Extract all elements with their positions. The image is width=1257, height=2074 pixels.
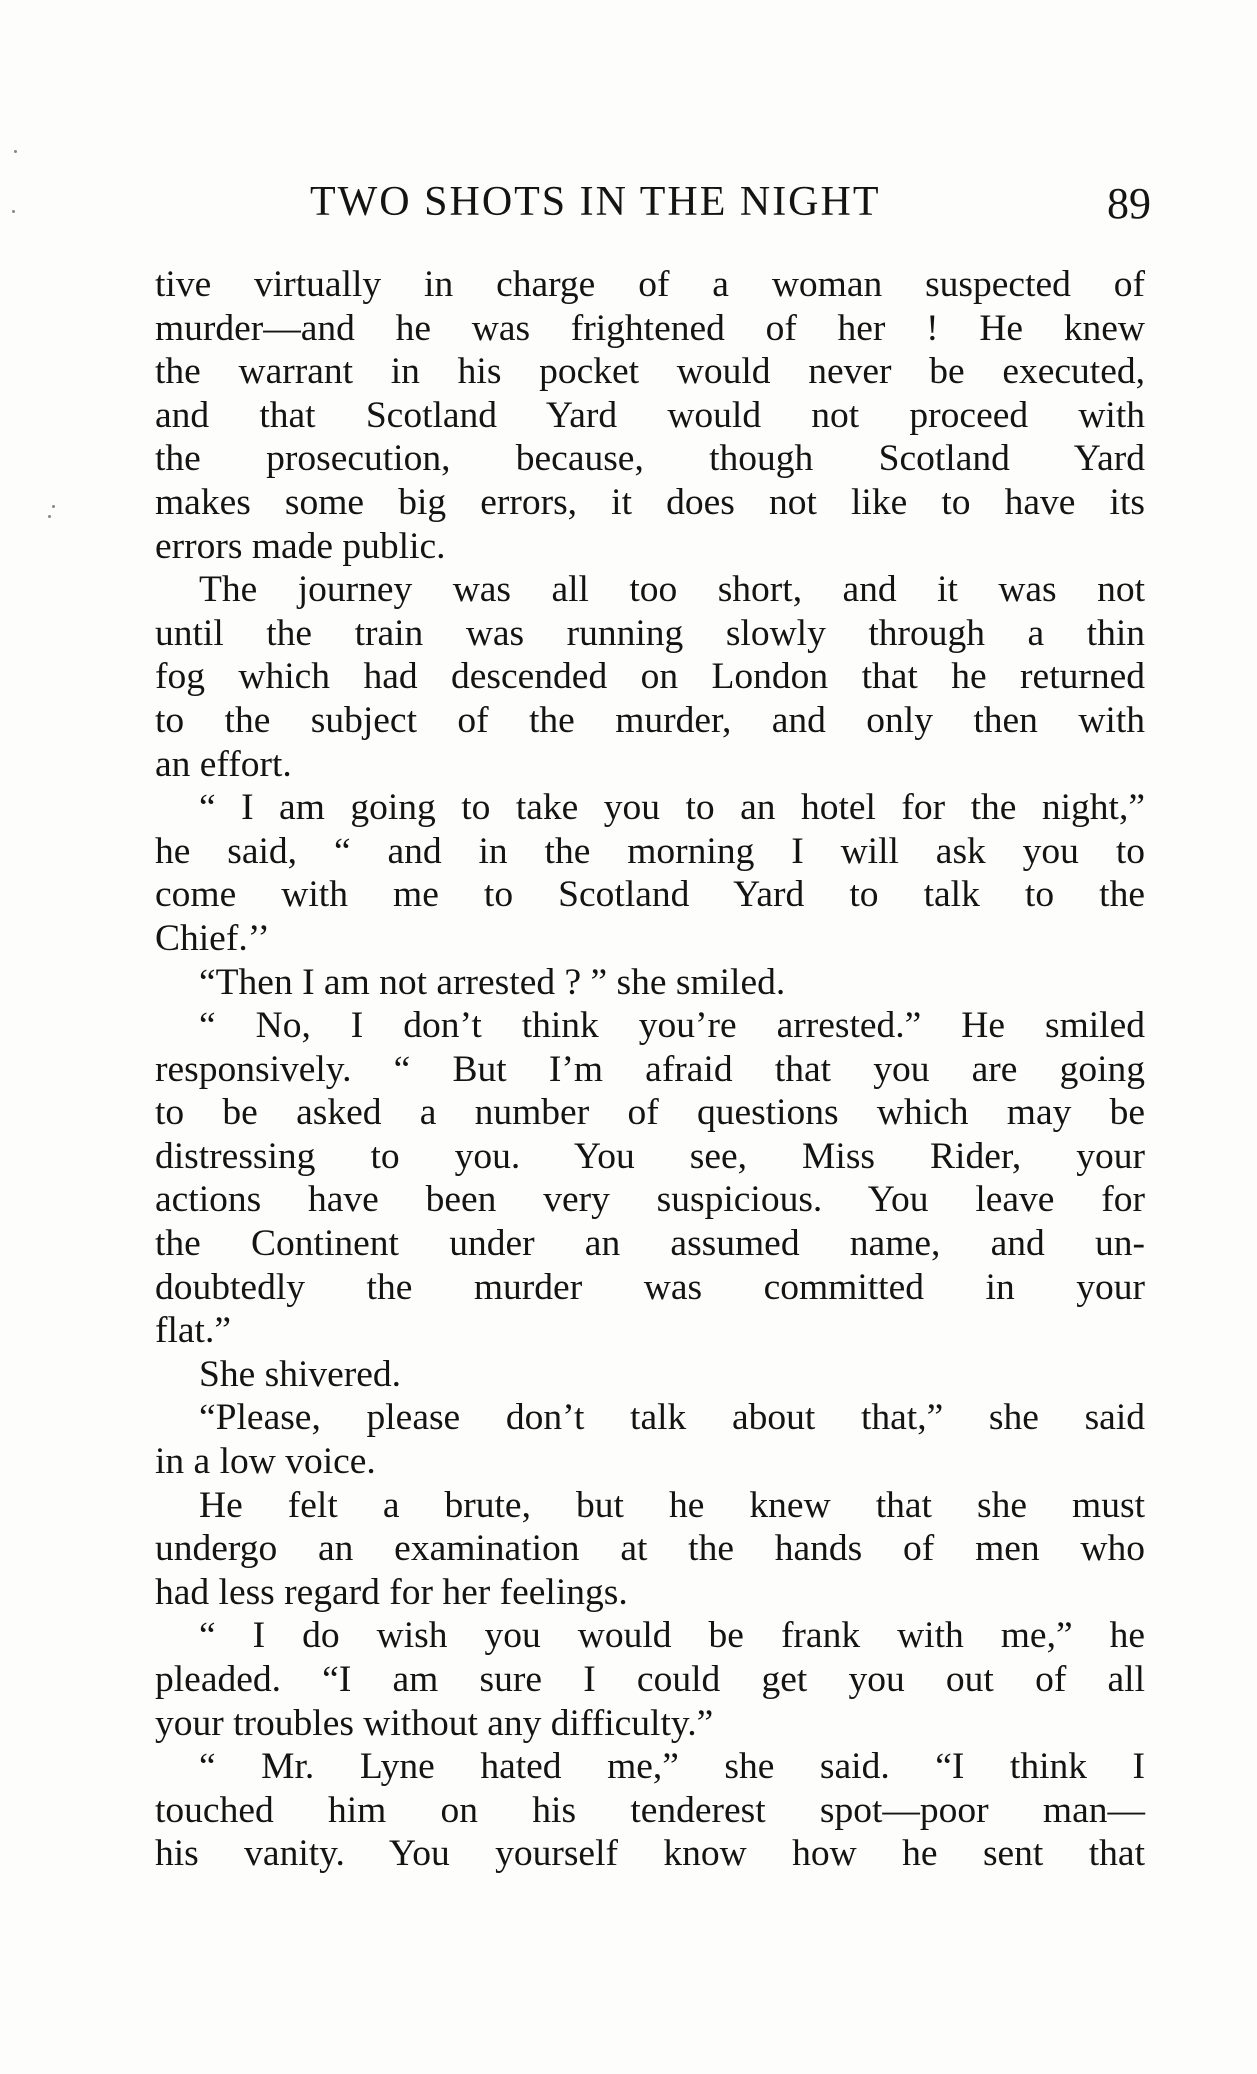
text-line: the Continent under an assumed name, and un- — [155, 1223, 1145, 1265]
text-line: his vanity. You yourself know how he sent that — [155, 1833, 1145, 1875]
text-line: “ No, I don’t think you’re arrested.” He smiled — [199, 1005, 1145, 1047]
text-line: responsively. “ But I’m afraid that you are going — [155, 1048, 1145, 1090]
text-line: undergo an examination at the hands of men who — [155, 1528, 1145, 1570]
text-line: fog which had descended on London that he returned — [155, 656, 1145, 698]
text-line: flat.” — [155, 1310, 231, 1352]
text-line: had less regard for her feelings. — [155, 1571, 628, 1613]
text-line: doubtedly the murder was committed in your — [155, 1266, 1145, 1308]
paper-speck — [14, 150, 17, 153]
text-line: “ Mr. Lyne hated me,” she said. “I think I — [199, 1746, 1145, 1788]
text-line: The journey was all too short, and it was not — [199, 569, 1145, 611]
body-text — [155, 263, 1145, 1876]
running-title: TWO SHOTS IN THE NIGHT — [310, 179, 881, 225]
text-line: pleaded. “I am sure I could get you out of all — [155, 1659, 1145, 1700]
text-line: your troubles without any difficulty.” — [155, 1702, 714, 1744]
text-line: “ I do wish you would be frank with me,” he — [199, 1615, 1145, 1657]
text-line: actions have been very suspicious. You leave for — [155, 1179, 1145, 1221]
paper-speck — [48, 515, 51, 518]
text-line: makes some big errors, it does not like to have its — [155, 481, 1145, 523]
text-line: until the train was running slowly through a thin — [155, 612, 1145, 654]
paper-speck — [52, 505, 55, 508]
text-line: in a low voice. — [155, 1441, 376, 1483]
text-line: to the subject of the murder, and only then with — [155, 699, 1145, 741]
text-line: touched him on his tenderest spot—poor man— — [155, 1789, 1145, 1831]
paper-speck — [12, 210, 15, 213]
running-head — [155, 178, 1155, 238]
text-line: “ I am going to take you to an hotel for the night,” — [199, 787, 1145, 829]
text-line: he said, “ and in the morning I will ask you to — [155, 830, 1145, 872]
text-line: the warrant in his pocket would never be executed, — [155, 351, 1145, 393]
text-line: Chief.’’ — [155, 917, 270, 959]
text-line: come with me to Scotland Yard to talk to the — [155, 874, 1145, 916]
text-line: distressing to you. You see, Miss Rider, your — [155, 1135, 1145, 1177]
text-line: She shivered. — [199, 1353, 402, 1395]
text-line: “Then I am not arrested ? ” she smiled. — [199, 961, 786, 1003]
text-line: tive virtually in charge of a woman suspected of — [155, 264, 1145, 305]
text-line: “Please, please don’t talk about that,” she said — [199, 1397, 1145, 1439]
text-line: to be asked a number of questions which may be — [155, 1092, 1145, 1134]
text-line: and that Scotland Yard would not proceed with — [155, 394, 1145, 436]
text-line: murder—and he was frightened of her ! He knew — [155, 307, 1145, 349]
text-line: errors made public. — [155, 525, 446, 567]
text-line: He felt a brute, but he knew that she must — [199, 1484, 1145, 1526]
text-line: an effort. — [155, 743, 292, 785]
page-number: 89 — [1107, 179, 1151, 228]
text-line: the prosecution, because, though Scotland Yard — [155, 438, 1145, 480]
